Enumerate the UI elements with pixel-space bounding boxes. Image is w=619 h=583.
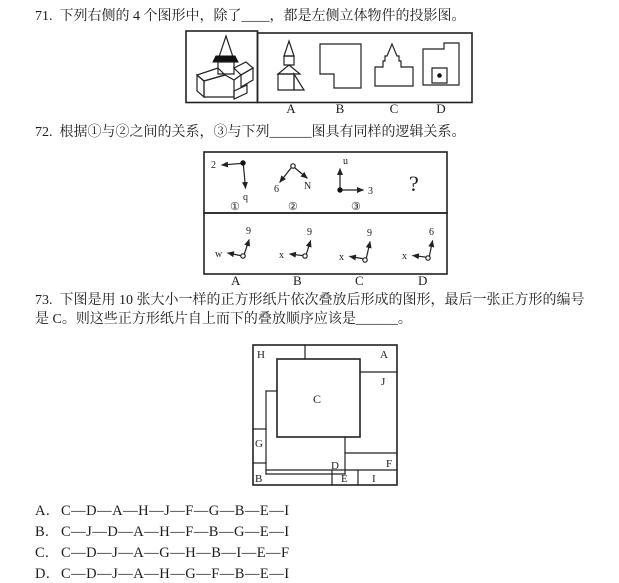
q73-option-d-sequence: C—D—J—A—H—G—F—B—E—I — [61, 566, 290, 582]
question-73-text-line2 — [35, 311, 412, 329]
fig72-item1-left-label: 2 — [211, 160, 216, 171]
fig72-question-mark: ? — [409, 171, 419, 196]
question-71-stem: 下列右侧的 4 个图形中，除了____，都是左侧立体物件的投影图。 — [59, 9, 466, 24]
fig73-letter-i: I — [372, 473, 376, 485]
figure-73-svg — [247, 344, 399, 486]
fig73-partition-lines — [253, 345, 397, 485]
fig71-label-c: C — [389, 101, 399, 116]
q73-option-c-label: C. — [35, 545, 50, 561]
fig72-item3 — [338, 156, 373, 213]
q73-option-d — [35, 566, 290, 583]
fig72-item2-tag: ② — [288, 201, 298, 213]
q73-option-a — [35, 503, 290, 520]
fig71-label-a: A — [286, 101, 296, 116]
question-73-text-line1 — [35, 292, 585, 310]
figure-71-svg — [185, 29, 473, 116]
fig72-item1-tag: ① — [230, 201, 240, 213]
question-73-stem-line1: 下图是用 10 张大小一样的正方形纸片依次叠放后形成的图形，最后一张正方形的编号 — [59, 293, 585, 308]
fig73-letter-h: H — [257, 349, 265, 361]
fig73-letter-c: C — [313, 392, 322, 406]
q73-option-a-label: A. — [35, 503, 51, 519]
q73-option-b-sequence: C—J—D—A—H—F—B—G—E—I — [61, 524, 290, 540]
fig72-option-b — [279, 227, 312, 288]
fig72-item1 — [211, 160, 248, 213]
fig73-letter-e: E — [341, 473, 348, 485]
question-71-number: 71. — [35, 9, 53, 24]
fig72-item3-right-label: 3 — [368, 186, 373, 197]
question-71-text — [35, 8, 466, 26]
fig72-option-d-left-label: x — [402, 251, 407, 262]
fig71-option-c-shape — [375, 44, 413, 86]
figure-72-svg — [203, 151, 448, 289]
q73-option-a-sequence: C—D—A—H—J—F—G—B—E—I — [61, 503, 290, 519]
fig71-option-d-shape — [423, 43, 459, 85]
figure-71 — [185, 29, 473, 116]
fig72-item3-up-label: u — [343, 156, 348, 167]
fig72-option-d — [402, 227, 434, 288]
fig72-label-b: B — [293, 273, 302, 288]
q73-option-b-label: B. — [35, 524, 50, 540]
fig72-item2-downright-label: N — [304, 181, 312, 192]
fig72-option-c-up-label: 9 — [367, 228, 372, 239]
question-72-stem: 根据①与②之间的关系，③与下列______图具有同样的逻辑关系。 — [59, 125, 466, 140]
fig72-label-c: C — [355, 273, 364, 288]
fig72-item3-tag: ③ — [351, 201, 361, 213]
fig71-label-d: D — [436, 101, 446, 116]
fig71-option-b-shape — [320, 44, 361, 88]
figure-72 — [203, 151, 448, 289]
question-73-number: 73. — [35, 293, 53, 308]
fig73-letter-a: A — [380, 349, 388, 361]
fig72-option-b-left-label: x — [279, 250, 284, 261]
fig72-item2 — [274, 164, 311, 213]
q73-option-c — [35, 545, 290, 562]
fig73-outer-border — [253, 345, 397, 485]
fig72-option-c-left-label: x — [339, 252, 344, 263]
fig71-option-a-shape — [278, 41, 304, 90]
fig72-option-c — [339, 228, 372, 288]
fig72-option-a — [215, 226, 251, 288]
fig72-option-d-up-label: 6 — [429, 227, 434, 238]
q73-option-c-sequence: C—D—J—A—G—H—B—I—E—F — [61, 545, 290, 561]
fig73-letter-g: G — [255, 438, 263, 450]
q73-option-d-label: D. — [35, 566, 51, 582]
fig72-item2-downleft-label: 6 — [274, 184, 279, 195]
question-73-stem-line2: 是 C。则这些正方形纸片自上而下的叠放顺序应该是______。 — [35, 312, 412, 327]
fig72-option-a-left-label: w — [215, 249, 223, 260]
question-72-number: 72. — [35, 125, 53, 140]
question-72-text — [35, 124, 466, 142]
fig72-label-a: A — [231, 273, 241, 288]
fig73-letter-b: B — [255, 473, 263, 485]
fig72-option-a-up-label: 9 — [246, 226, 251, 237]
fig73-letter-d: D — [331, 460, 339, 472]
fig72-item1-down-label: q — [243, 192, 248, 203]
fig73-letter-f: F — [386, 458, 393, 470]
fig71-3d-object-icon — [197, 36, 253, 99]
fig73-letter-j: J — [381, 376, 386, 388]
q73-option-b — [35, 524, 290, 541]
fig72-option-b-up-label: 9 — [307, 227, 312, 238]
fig71-label-b: B — [335, 101, 345, 116]
fig72-bottom-box — [204, 213, 447, 274]
figure-73 — [247, 344, 399, 486]
fig72-label-d: D — [418, 273, 428, 288]
